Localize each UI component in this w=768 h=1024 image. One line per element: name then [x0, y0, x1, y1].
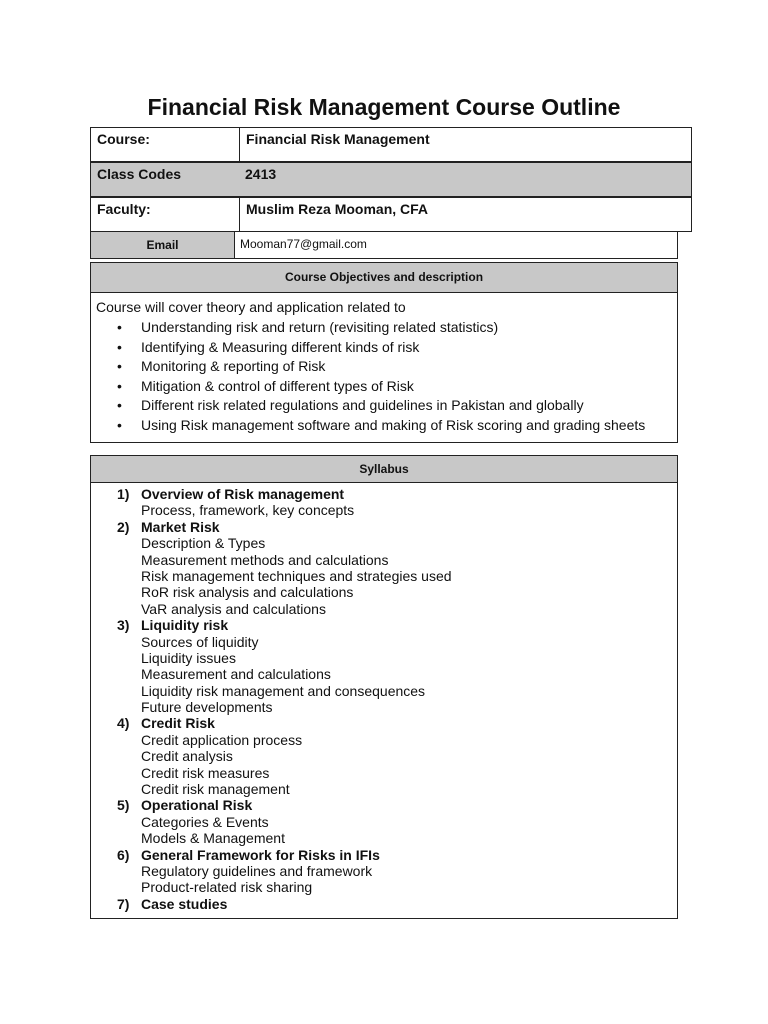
list-item: • Using Risk management software and making of Risk scoring and grading sheets: [91, 416, 645, 436]
bullet-icon: •: [117, 416, 122, 433]
faculty-label: Faculty:: [97, 201, 151, 217]
syllabus-item-number: 6): [117, 846, 130, 863]
syllabus-subtopic: Models & Management: [141, 830, 285, 847]
list-item: • Identifying & Measuring different kinds of risk: [91, 338, 645, 358]
syllabus-item-title: Liquidity risk: [141, 617, 229, 634]
syllabus-subtopic: VaR analysis and calculations: [141, 600, 326, 617]
syllabus-item-number: 5): [117, 797, 130, 814]
bullet-icon: •: [117, 319, 122, 335]
objectives-intro: Course will cover theory and application related to: [96, 299, 406, 315]
syllabus-subtopic: Credit risk measures: [141, 764, 270, 781]
syllabus-subtopic: Liquidity risk management and consequences: [141, 682, 426, 699]
bullet-icon: •: [117, 338, 122, 355]
list-item: [91, 896, 452, 912]
faculty-value: Muslim Reza Mooman, CFA: [239, 198, 691, 231]
bullet-icon: •: [117, 377, 122, 394]
syllabus-box: [90, 455, 678, 919]
faculty-row: [90, 197, 692, 232]
list-item: [91, 617, 452, 715]
syllabus-subtopic: Measurement methods and calculations: [141, 551, 389, 568]
class-codes-row: [90, 162, 692, 197]
syllabus-subtopic: Credit risk management: [141, 781, 290, 798]
objectives-list: [91, 318, 645, 436]
list-item: • Mitigation & control of different types of Risk: [91, 377, 645, 397]
syllabus-subtopic: Credit application process: [141, 731, 303, 748]
syllabus-subtopic: Regulatory guidelines and framework: [141, 862, 373, 879]
email-label: Email: [91, 232, 234, 258]
syllabus-subtopic: Categories & Events: [141, 813, 269, 830]
syllabus-item-number: 1): [117, 486, 130, 502]
list-item: • Different risk related regulations and guidelines in Pakistan and globally: [91, 396, 645, 416]
list-item: [91, 715, 452, 797]
syllabus-subtopic: Product-related risk sharing: [141, 879, 313, 896]
objectives-box: [90, 262, 678, 443]
syllabus-item-title: Case studies: [141, 895, 228, 912]
class-codes-value: 2413: [245, 166, 277, 182]
email-value[interactable]: Mooman77@gmail.com: [234, 232, 677, 258]
list-item: [91, 486, 452, 519]
page-title: Financial Risk Management Course Outline: [147, 94, 621, 120]
list-item: [91, 797, 452, 846]
syllabus-item-number: 2): [117, 518, 130, 535]
syllabus-subtopic: Future developments: [141, 699, 273, 716]
list-item: • Monitoring & reporting of Risk: [91, 357, 645, 377]
email-row: [90, 231, 678, 259]
syllabus-subtopic: Credit analysis: [141, 748, 233, 765]
syllabus-item-title: Operational Risk: [141, 797, 253, 814]
course-value: Financial Risk Management: [239, 128, 691, 161]
syllabus-subtopic: Measurement and calculations: [141, 666, 331, 683]
syllabus-item-title: General Framework for Risks in IFIs: [141, 846, 380, 863]
syllabus-subtopic: Sources of liquidity: [141, 633, 259, 650]
syllabus-item-number: 7): [117, 895, 130, 912]
syllabus-item-title: Market Risk: [141, 518, 220, 535]
syllabus-item-title: Overview of Risk management: [141, 486, 345, 502]
list-item: [91, 847, 452, 896]
syllabus-list: [91, 486, 452, 912]
class-codes-label: Class Codes: [97, 166, 182, 182]
syllabus-subtopic: Description & Types: [141, 535, 266, 552]
syllabus-subtopic: Process, framework, key concepts: [141, 502, 355, 519]
course-label: Course:: [97, 131, 150, 147]
bullet-icon: •: [117, 397, 122, 414]
syllabus-item-title: Credit Risk: [141, 715, 215, 732]
bullet-icon: •: [117, 358, 122, 375]
syllabus-item-number: 3): [117, 617, 130, 634]
list-item: • Understanding risk and return (revisiting related statistics): [91, 318, 645, 338]
syllabus-subtopic: RoR risk analysis and calculations: [141, 584, 354, 601]
syllabus-item-number: 4): [117, 715, 130, 732]
course-row: [90, 127, 692, 162]
syllabus-subtopic: Liquidity issues: [141, 649, 236, 666]
syllabus-subtopic: Risk management techniques and strategies used: [141, 567, 452, 584]
objectives-heading: Course Objectives and description: [91, 263, 677, 293]
list-item: [91, 519, 452, 617]
syllabus-heading: Syllabus: [91, 456, 677, 483]
